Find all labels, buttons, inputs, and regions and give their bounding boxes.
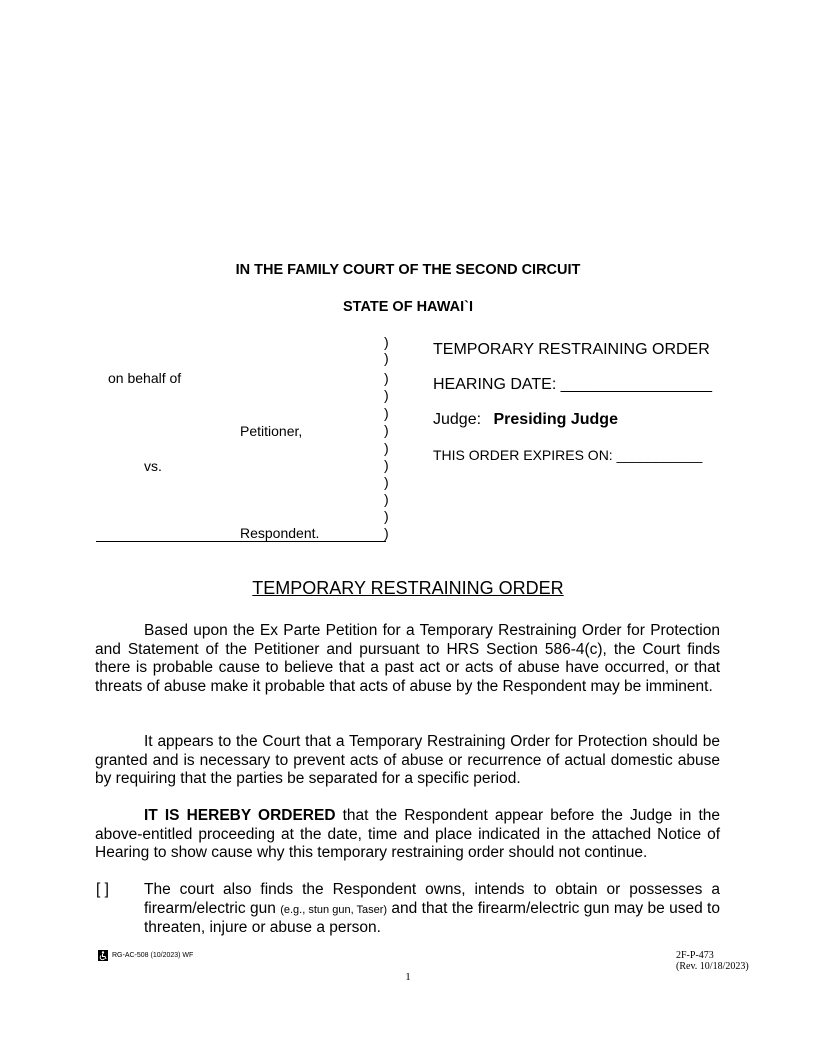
state-heading: STATE OF HAWAI`I bbox=[343, 299, 473, 315]
form-revision: (Rev. 10/18/2023) bbox=[676, 961, 749, 972]
order-title-caption: TEMPORARY RESTRAINING ORDER bbox=[433, 341, 710, 358]
paren: ) bbox=[384, 508, 389, 524]
document-title bbox=[0, 578, 816, 599]
paren: ) bbox=[384, 405, 389, 421]
firearm-text-b: and that the firearm/electric gun may be used to threaten, injure or abuse a person. bbox=[144, 899, 720, 936]
judge-label: Judge: bbox=[433, 411, 482, 428]
form-code-text: RG-AC-508 (10/2023) WF bbox=[112, 952, 194, 959]
footer-form-number bbox=[676, 950, 749, 972]
court-heading: IN THE FAMILY COURT OF THE SECOND CIRCUIT bbox=[235, 262, 581, 278]
judge-value: Presiding Judge bbox=[493, 411, 618, 428]
page-number: 1 bbox=[405, 971, 411, 983]
paren: ) bbox=[384, 370, 389, 386]
footer-form-code bbox=[98, 950, 193, 961]
paren: ) bbox=[384, 457, 389, 473]
hearing-date-label: HEARING DATE: _________________ bbox=[433, 376, 712, 393]
vs-label: vs. bbox=[144, 458, 162, 474]
expires-label: THIS ORDER EXPIRES ON: ________ bbox=[433, 447, 679, 463]
paren: ) bbox=[384, 474, 389, 490]
paren: ) bbox=[384, 350, 389, 366]
firearm-checkbox[interactable]: [ ] bbox=[96, 881, 109, 898]
expires-line bbox=[433, 447, 702, 463]
caption-underline bbox=[96, 541, 386, 542]
petitioner-label: Petitioner, bbox=[240, 423, 303, 439]
expires-tail: ___ bbox=[678, 447, 703, 463]
firearm-text-small: (e.g., stun gun, Taser) bbox=[280, 903, 388, 916]
paragraph-firearm bbox=[144, 881, 720, 938]
paren: ) bbox=[384, 334, 389, 350]
ordered-bold: IT IS HEREBY ORDERED bbox=[144, 807, 336, 824]
paren: ) bbox=[384, 422, 389, 438]
firearm-text-a: The court also finds the Respondent owns, intends to obtain or possesses a firearm/electric gun bbox=[144, 881, 720, 917]
respondent-label: Respondent. bbox=[240, 525, 320, 541]
paren: ) bbox=[384, 387, 389, 403]
paren: ) bbox=[384, 440, 389, 456]
ordered-rest: that the Respondent appear before the Judge in the above-entitled proceeding at the date, time and place indicated in the attached Notice of Hearing to show cause why this temporary restraining order should not continue. bbox=[95, 807, 720, 861]
paragraph-ordered bbox=[95, 807, 720, 863]
on-behalf-of-label: on behalf of bbox=[108, 370, 182, 386]
accessibility-icon bbox=[98, 950, 108, 961]
document-title-text: TEMPORARY RESTRAINING ORDER bbox=[252, 578, 564, 598]
form-number: 2F-P-473 bbox=[676, 950, 714, 961]
paragraph-finding: Based upon the Ex Parte Petition for a Temporary Restraining Order for Protection and Statement of the Petitioner and pursuant to HRS Section 586-4(c), the Court finds there is probable cause to believe that a past act or acts of abuse have occurred, or that threats of abuse make it probable that acts of abuse by the Respondent may be imminent. bbox=[95, 622, 720, 695]
paragraph-appears: It appears to the Court that a Temporary Restraining Order for Protection should be granted and is necessary to prevent acts of abuse or recurrence of actual domestic abuse by requiring that the parties be separated for a specific period. bbox=[95, 733, 720, 787]
paren: ) bbox=[384, 491, 389, 507]
paren: ) bbox=[384, 525, 389, 541]
judge-line bbox=[433, 411, 618, 429]
